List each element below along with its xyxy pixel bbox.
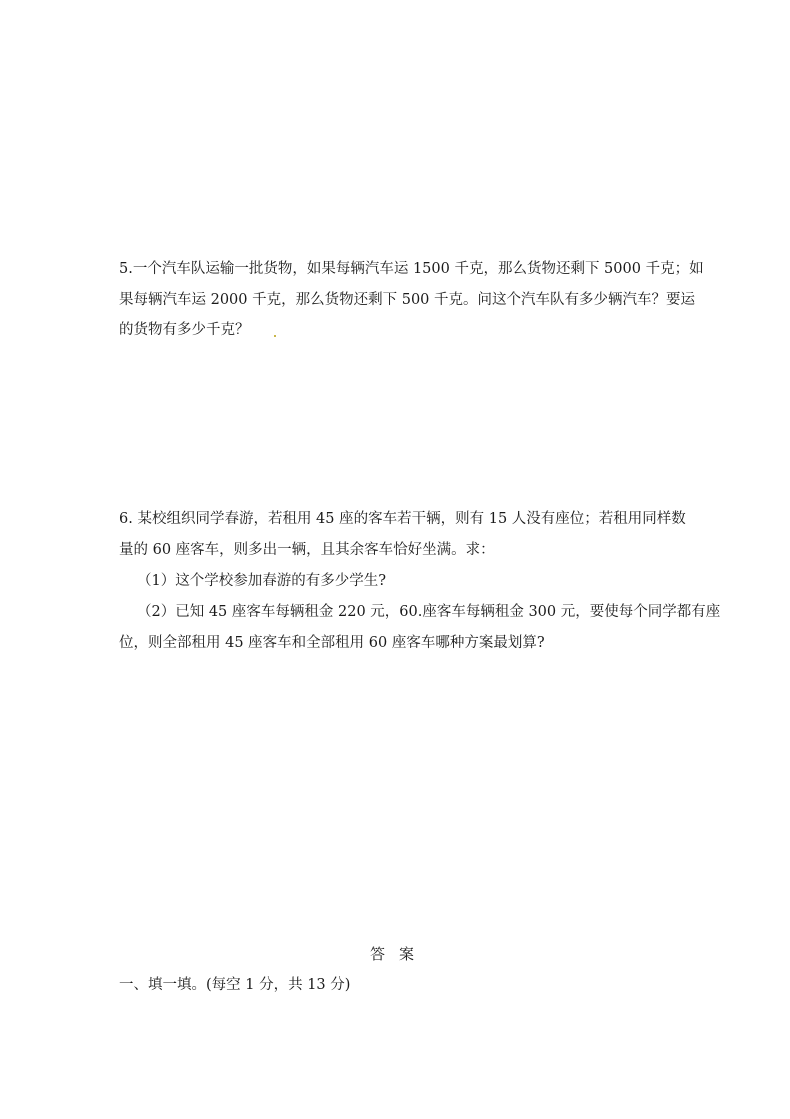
q5-line-2: 果每辆汽车运 2000 千克，那么货物还剩下 500 千克。问这个汽车队有多少辆汽车？要运 [119, 292, 696, 308]
q6-line-2: 量的 60 座客车，则多出一辆，且其余客车恰好坐满。求： [119, 542, 495, 558]
answers-section-1-heading: 一、填一填。(每空 1 分，共 13 分) [119, 977, 351, 993]
answers-title: 答案 [369, 945, 428, 963]
q5-line-1: 5.一个汽车队运输一批货物，如果每辆汽车运 1500 千克，那么货物还剩下 5000 千克；如 [119, 261, 704, 277]
stray-mark [274, 335, 276, 337]
q6-line-1: 6. 某校组织同学春游，若租用 45 座的客车若干辆，则有 15 人没有座位；若租用同样数 [119, 511, 686, 527]
q6-sub-question-2-line-2: 位，则全部租用 45 座客车和全部租用 60 座客车哪种方案最划算? [119, 635, 545, 651]
q5-line-3: 的货物有多少千克？ [119, 322, 250, 338]
q6-sub-question-1: （1）这个学校参加春游的有多少学生? [137, 573, 386, 589]
q6-sub-question-2-line-1: （2）已知 45 座客车每辆租金 220 元，60.座客车每辆租金 300 元，要使每个同学都有座 [137, 604, 721, 620]
